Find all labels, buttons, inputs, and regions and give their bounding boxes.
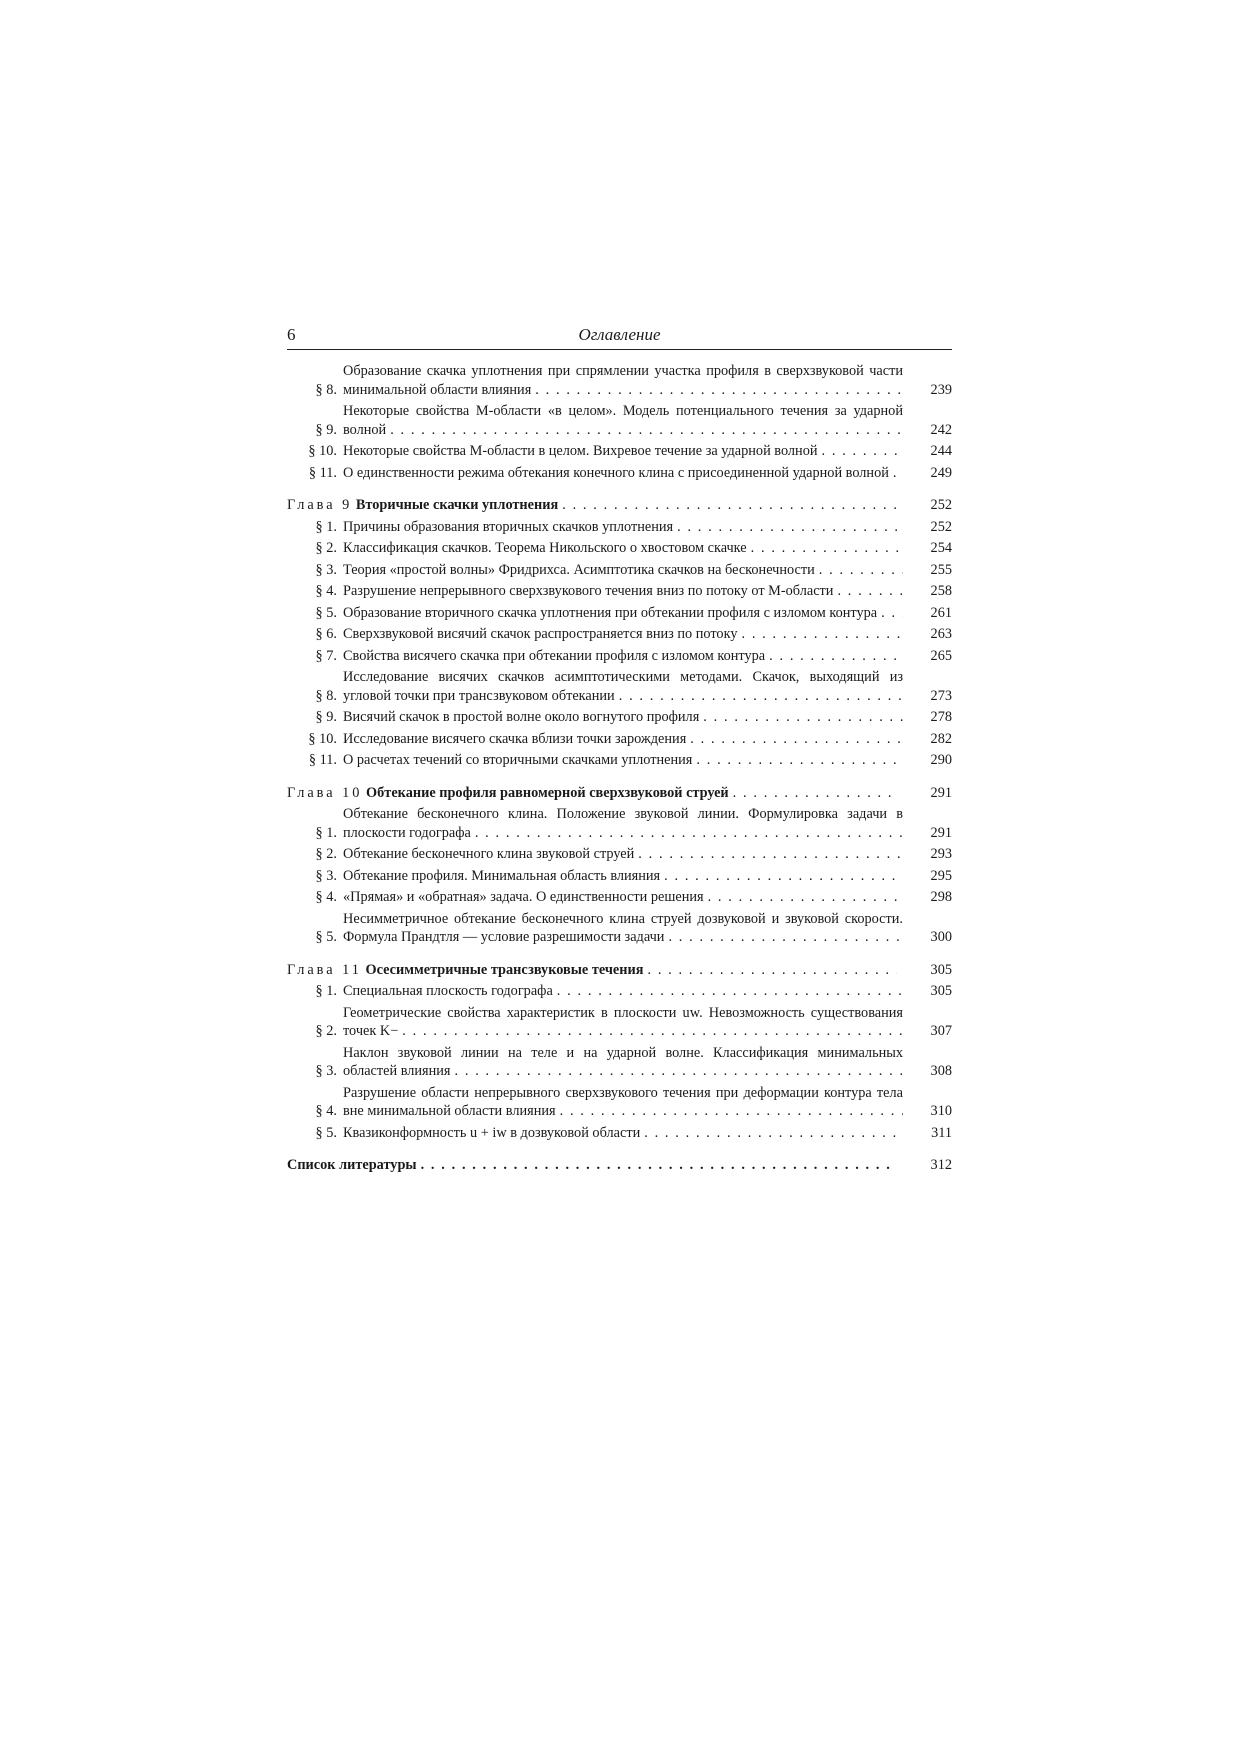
toc-section-entry[interactable]	[287, 539, 952, 558]
entry-title: Квазиконформность u + iw в дозвуковой области . . .	[343, 1124, 903, 1143]
page-ref: 305	[930, 961, 952, 978]
section-number: § 3.	[315, 561, 337, 578]
toc-section-entry[interactable]	[287, 561, 952, 580]
page-ref: 298	[930, 889, 952, 905]
toc-section-entry[interactable]	[287, 442, 952, 461]
entry-title: Образование вторичного скачка уплотнения при обтекании профиля с изломом контура . . .	[343, 604, 903, 623]
page-ref: 305	[930, 983, 952, 999]
entry-title: О единственности режима обтекания конечного клина с присоединенной ударной волной . . .	[343, 464, 903, 483]
entry-title: Образование скачка уплотнения при спрямлении участка профиля в сверхзвуковой части минимальной области влияния . . .	[343, 362, 903, 399]
toc-bibliography-entry[interactable]	[287, 1156, 952, 1175]
entry-title: Наклон звуковой линии на теле и на ударной волне. Классификация минимальных областей влияния . . .	[343, 1044, 903, 1081]
toc-chapter-entry[interactable]	[287, 496, 952, 515]
section-number: § 3.	[315, 1063, 337, 1079]
toc-section-entry[interactable]	[287, 910, 952, 947]
chapter-title: Вторичные скачки уплотнения	[355, 497, 559, 513]
entry-title: Исследование висячего скачка вблизи точки зарождения . . .	[343, 730, 903, 749]
section-number: § 5.	[315, 1124, 337, 1141]
page-ref: 252	[930, 518, 952, 535]
page-ref: 308	[930, 1063, 952, 1079]
section-number: § 2.	[315, 1023, 337, 1039]
page-ref: 291	[930, 784, 952, 801]
toc-section-entry[interactable]	[287, 362, 952, 399]
section-number: § 7.	[315, 647, 337, 664]
toc-section-entry[interactable]	[287, 402, 952, 439]
toc-section-entry[interactable]	[287, 647, 952, 666]
section-number: § 6.	[315, 626, 337, 642]
entry-title: Свойства висячего скачка при обтекании профиля с изломом контура . . .	[343, 647, 903, 666]
running-head	[287, 323, 952, 350]
toc-section-entry[interactable]	[287, 982, 952, 1001]
toc-section-entry[interactable]	[287, 805, 952, 842]
toc-section-entry[interactable]	[287, 625, 952, 644]
page-ref: 249	[930, 464, 952, 481]
toc-section-entry[interactable]	[287, 582, 952, 601]
entry-title: Список литературы . . .	[287, 1156, 897, 1175]
entry-title	[287, 496, 897, 515]
page-number: 6	[287, 325, 296, 344]
page-ref: 242	[930, 421, 952, 438]
entry-title	[287, 784, 897, 803]
toc-section-entry[interactable]	[287, 464, 952, 483]
section-number: § 4.	[315, 583, 337, 599]
section-number: § 1.	[315, 983, 337, 999]
chapter-label: Глава 11	[287, 961, 362, 978]
section-number: § 10.	[308, 730, 337, 747]
section-number: § 3.	[315, 867, 337, 884]
page-ref: 290	[930, 752, 952, 768]
section-number: § 11.	[308, 752, 337, 768]
toc-section-entry[interactable]	[287, 604, 952, 623]
section-number: § 2.	[315, 846, 337, 862]
toc-section-entry[interactable]	[287, 1044, 952, 1081]
page-ref: 239	[930, 381, 952, 398]
section-number: § 10.	[308, 443, 337, 459]
toc-section-entry[interactable]	[287, 1084, 952, 1121]
chapter-label: Глава 9	[287, 497, 353, 513]
toc-section-entry[interactable]	[287, 888, 952, 907]
page-ref: 310	[930, 1103, 952, 1119]
entry-title: Обтекание бесконечного клина. Положение звуковой линии. Формулировка задачи в плоскости годографа . . .	[343, 805, 903, 842]
page-ref: 300	[930, 929, 952, 945]
page-ref: 263	[930, 626, 952, 642]
toc-chapter-entry[interactable]	[287, 961, 952, 980]
entry-title: Разрушение непрерывного сверхзвукового течения вниз по потоку от M-области . . .	[343, 582, 903, 601]
section-number: § 8.	[315, 381, 337, 398]
section-number: § 2.	[315, 540, 337, 556]
page-ref: 252	[930, 497, 952, 513]
section-number: § 11.	[308, 464, 337, 481]
page-ref: 244	[930, 443, 952, 459]
page-ref: 311	[931, 1124, 952, 1141]
page-ref: 293	[930, 846, 952, 862]
page-ref: 254	[930, 540, 952, 556]
toc-section-entry[interactable]	[287, 668, 952, 705]
toc-chapter-entry[interactable]	[287, 784, 952, 803]
entry-title: Причины образования вторичных скачков уплотнения . . .	[343, 518, 903, 537]
page-ref: 291	[930, 824, 952, 841]
entry-title	[287, 961, 897, 980]
section-number: § 5.	[315, 604, 337, 621]
chapter-label: Глава 10	[287, 784, 363, 801]
entry-title: «Прямая» и «обратная» задача. О единственности решения . . .	[343, 888, 903, 907]
page-ref: 307	[930, 1023, 952, 1039]
entry-title: Некоторые свойства M-области «в целом». Модель потенциального течения за ударной волной . . .	[343, 402, 903, 439]
page-ref: 273	[930, 687, 952, 704]
page-ref: 261	[930, 604, 952, 621]
toc-section-entry[interactable]	[287, 845, 952, 864]
entry-title: Висячий скачок в простой волне около вогнутого профиля . . .	[343, 708, 903, 727]
page-ref: 312	[930, 1157, 952, 1173]
toc-page	[287, 323, 952, 1175]
toc-section-entry[interactable]	[287, 730, 952, 749]
section-number: § 1.	[315, 518, 337, 535]
running-title: Оглавление	[578, 325, 661, 344]
entry-title: Обтекание профиля. Минимальная область влияния . . .	[343, 867, 903, 886]
entry-title: Теория «простой волны» Фридрихса. Асимптотика скачков на бесконечности . . .	[343, 561, 903, 580]
section-number: § 9.	[315, 421, 337, 438]
section-number: § 5.	[315, 929, 337, 945]
section-number: § 1.	[315, 824, 337, 841]
page-ref: 278	[930, 709, 952, 725]
entry-title: Обтекание бесконечного клина звуковой струей . . .	[343, 845, 903, 864]
toc-section-entry[interactable]	[287, 518, 952, 537]
entry-title: О расчетах течений со вторичными скачками уплотнения . . .	[343, 751, 903, 770]
toc-section-entry[interactable]	[287, 867, 952, 886]
entry-title: Несимметричное обтекание бесконечного клина струей дозвуковой и звуковой скорости. Формула Прандтля — условие разрешимости задачи . . .	[343, 910, 903, 947]
entry-title: Классификация скачков. Теорема Никольского о хвостовом скачке . . .	[343, 539, 903, 558]
toc-section-entry[interactable]	[287, 1124, 952, 1143]
chapter-title: Осесимметричные трансзвуковые течения	[365, 961, 644, 978]
page-ref: 282	[930, 730, 952, 747]
toc-section-entry[interactable]	[287, 1004, 952, 1041]
toc-section-entry[interactable]	[287, 708, 952, 727]
entry-title: Специальная плоскость годографа . . .	[343, 982, 903, 1001]
entry-title: Некоторые свойства M-области в целом. Вихревое течение за ударной волной . . .	[343, 442, 903, 461]
toc-list	[287, 362, 952, 1175]
toc-section-entry[interactable]	[287, 751, 952, 770]
page-ref: 255	[930, 561, 952, 578]
page-ref: 265	[930, 647, 952, 664]
section-number: § 8.	[315, 687, 337, 704]
entry-title: Исследование висячих скачков асимптотическими методами. Скачок, выходящий из угловой точки при трансзвуковом обтекании . . .	[343, 668, 903, 705]
chapter-title: Обтекание профиля равномерной сверхзвуковой струей	[366, 784, 729, 801]
entry-title: Разрушение области непрерывного сверхзвукового течения при деформации контура тела вне минимальной области влияния . . .	[343, 1084, 903, 1121]
section-number: § 4.	[315, 889, 337, 905]
entry-title: Сверхзвуковой висячий скачок распространяется вниз по потоку . . .	[343, 625, 903, 644]
entry-title: Геометрические свойства характеристик в плоскости uw. Невозможность существования точек K− . . .	[343, 1004, 903, 1041]
section-number: § 9.	[315, 709, 337, 725]
section-number: § 4.	[315, 1103, 337, 1119]
page-ref: 295	[930, 867, 952, 884]
page-ref: 258	[930, 583, 952, 599]
